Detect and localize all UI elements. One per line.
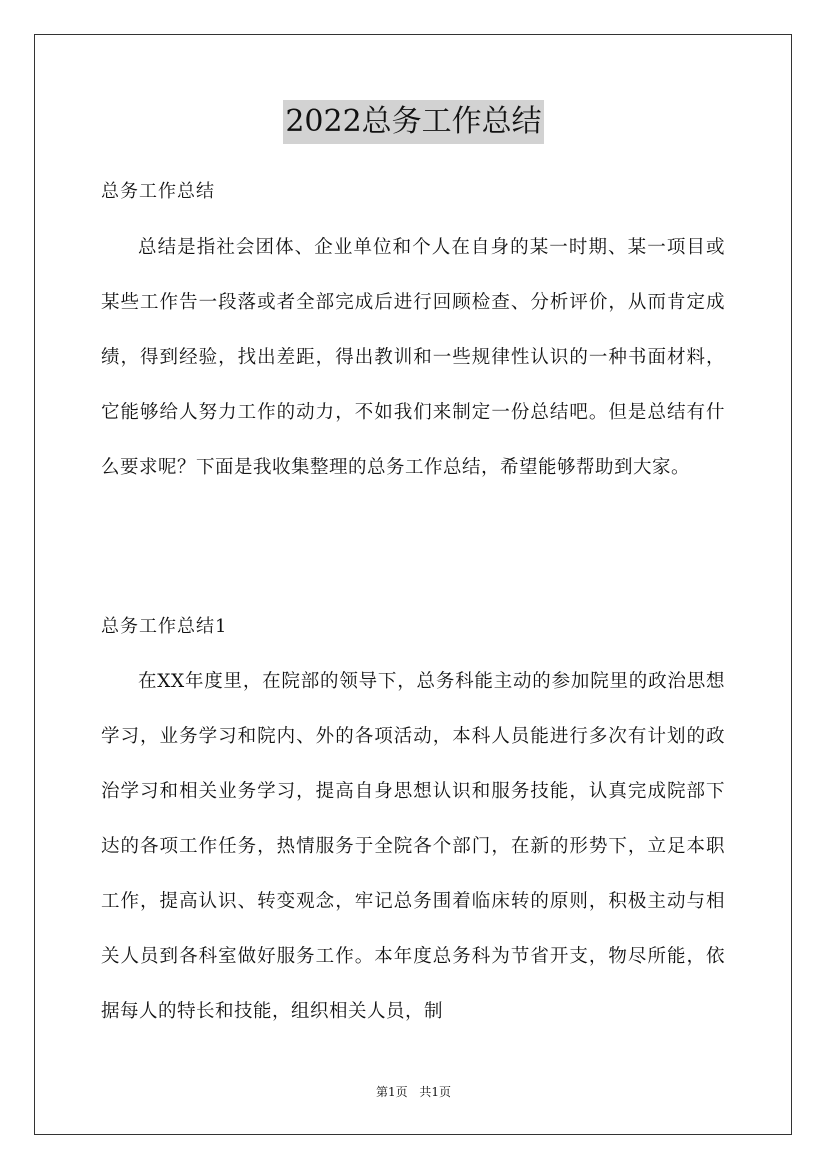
section1-paragraph: 在XX年度里，在院部的领导下，总务科能主动的参加院里的政治思想学习，业务学习和院内、外的各项活动，本科人员能进行多次有计划的政治学习和相关业务学习，提高自身思想认识和服务技能，认真完成院部下达的各项工作任务，热情服务于全院各个部门，在新的形势下，立足本职工作，提高认识、转变观念，牢记总务围着临床转的原则，积极主动与相关人员到各科室做好服务工作。本年度总务科为节省开支，物尽所能，依据每人的特长和技能，组织相关人员，制 <box>101 671 725 1022</box>
title-container <box>0 100 827 144</box>
page-total: 共1页 <box>419 1085 452 1099</box>
intro-paragraph: 总结是指社会团体、企业单位和个人在自身的某一时期、某一项目或某些工作告一段落或者全部完成后进行回顾检查、分析评价，从而肯定成绩，得到经验，找出差距，得出教训和一些规律性认识的一种书面材料，它能够给人努力工作的动力，不如我们来制定一份总结吧。但是总结有什么要求呢？下面是我收集整理的总务工作总结，希望能够帮助到大家。 <box>101 237 725 478</box>
page-number: 第1页 <box>375 1085 408 1099</box>
page-footer <box>0 1083 827 1101</box>
section1-heading: 总务工作总结1 <box>101 616 228 637</box>
intro-heading: 总务工作总结 <box>101 181 215 202</box>
document-title: 2022总务工作总结 <box>283 100 543 144</box>
